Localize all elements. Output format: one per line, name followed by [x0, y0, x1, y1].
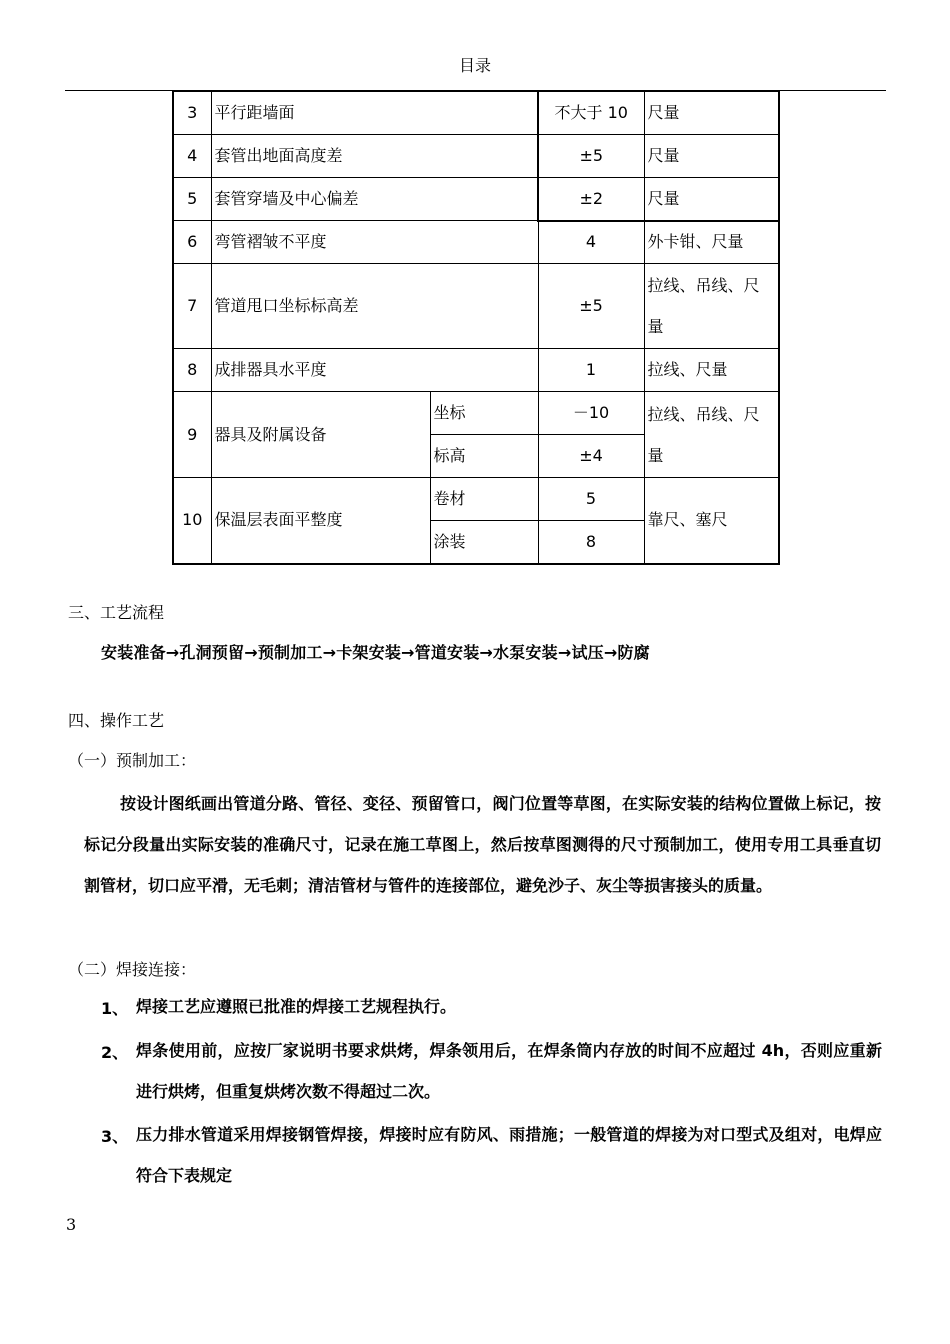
row-number: 9 [173, 392, 211, 478]
table-row [173, 221, 779, 264]
row-subitem: 坐标 [430, 392, 538, 435]
row-value: ±5 [538, 264, 644, 349]
row-value: 1 [538, 349, 644, 392]
row-number: 3 [173, 92, 211, 135]
row-method: 尺量 [644, 135, 779, 178]
table-row [173, 92, 779, 135]
section4-heading: 四、操作工艺 [68, 711, 165, 730]
subsection2-heading: （二）焊接连接： [68, 960, 197, 979]
table-row [173, 478, 779, 521]
row-subitem: 标高 [430, 435, 538, 478]
page-header-title: 目录 [458, 56, 491, 75]
list-item-number: 3、 [101, 1127, 129, 1146]
table-row [173, 178, 779, 221]
row-subitem: 涂装 [430, 521, 538, 564]
list-item-text: 压力排水管道采用焊接钢管焊接，焊接时应有防风、雨措施；一般管道的焊接为对口型式及组对，电焊应符合下表规定 [136, 1125, 882, 1185]
row-item: 成排器具水平度 [211, 349, 538, 392]
row-method-line2: 量 [647, 317, 664, 336]
row-value: 不大于 10 [538, 92, 644, 135]
row-value: －10 [538, 392, 644, 435]
subsection1-heading: （一）预制加工： [68, 751, 197, 770]
row-item: 管道甩口坐标标高差 [211, 264, 538, 349]
row-method: 靠尺、塞尺 [644, 478, 779, 564]
row-method: 外卡钳、尺量 [644, 221, 779, 264]
list-item-text: 焊条使用前，应按厂家说明书要求烘烤，焊条领用后，在焊条筒内存放的时间不应超过 4h，否则应重新进行烘烤，但重复烘烤次数不得超过二次。 [136, 1041, 882, 1101]
row-value: 8 [538, 521, 644, 564]
row-subitem: 卷材 [430, 478, 538, 521]
row-method-line1: 拉线、吊线、尺 [647, 276, 760, 295]
row-value: ±5 [538, 135, 644, 178]
table-row [173, 264, 779, 349]
list-item-number: 1、 [101, 999, 129, 1018]
row-value: 4 [538, 221, 644, 264]
table-row [173, 349, 779, 392]
row-method: 尺量 [644, 178, 779, 221]
tolerance-table [172, 91, 780, 565]
row-number: 4 [173, 135, 211, 178]
row-number: 10 [173, 478, 211, 564]
list-item-number: 2、 [101, 1043, 129, 1062]
row-item: 套管穿墙及中心偏差 [211, 178, 538, 221]
process-flow: 安装准备→孔洞预留→预制加工→卡架安装→管道安装→水泵安装→试压→防腐 [101, 643, 650, 662]
row-item: 器具及附属设备 [211, 392, 430, 478]
row-item: 弯管褶皱不平度 [211, 221, 538, 264]
row-number: 7 [173, 264, 211, 349]
table-row [173, 392, 779, 435]
row-method: 尺量 [644, 92, 779, 135]
row-number: 5 [173, 178, 211, 221]
row-value: ±4 [538, 435, 644, 478]
row-number: 6 [173, 221, 211, 264]
row-method [644, 264, 779, 349]
row-value: 5 [538, 478, 644, 521]
section3-heading: 三、工艺流程 [68, 603, 165, 622]
row-item: 套管出地面高度差 [211, 135, 538, 178]
row-number: 8 [173, 349, 211, 392]
prefab-paragraph: 按设计图纸画出管道分路、管径、变径、预留管口，阀门位置等草图，在实际安装的结构位置做上标记，按标记分段量出实际安装的准确尺寸，记录在施工草图上，然后按草图测得的尺寸预制加工，使用专用工具垂直切割管材，切口应平滑，无毛刺；清洁管材与管件的连接部位，避免沙子、灰尘等损害接头的质量。 [84, 794, 881, 895]
row-method-line1: 拉线、吊线、尺 [647, 404, 760, 424]
row-item: 保温层表面平整度 [211, 478, 430, 564]
row-item: 平行距墙面 [211, 92, 538, 135]
row-method: 拉线、尺量 [644, 349, 779, 392]
row-method [644, 392, 779, 478]
row-method-line2: 量 [647, 445, 664, 465]
table-row [173, 135, 779, 178]
row-value: ±2 [538, 178, 644, 221]
list-item-text: 焊接工艺应遵照已批准的焊接工艺规程执行。 [136, 997, 457, 1016]
page-number: 3 [66, 1215, 77, 1234]
